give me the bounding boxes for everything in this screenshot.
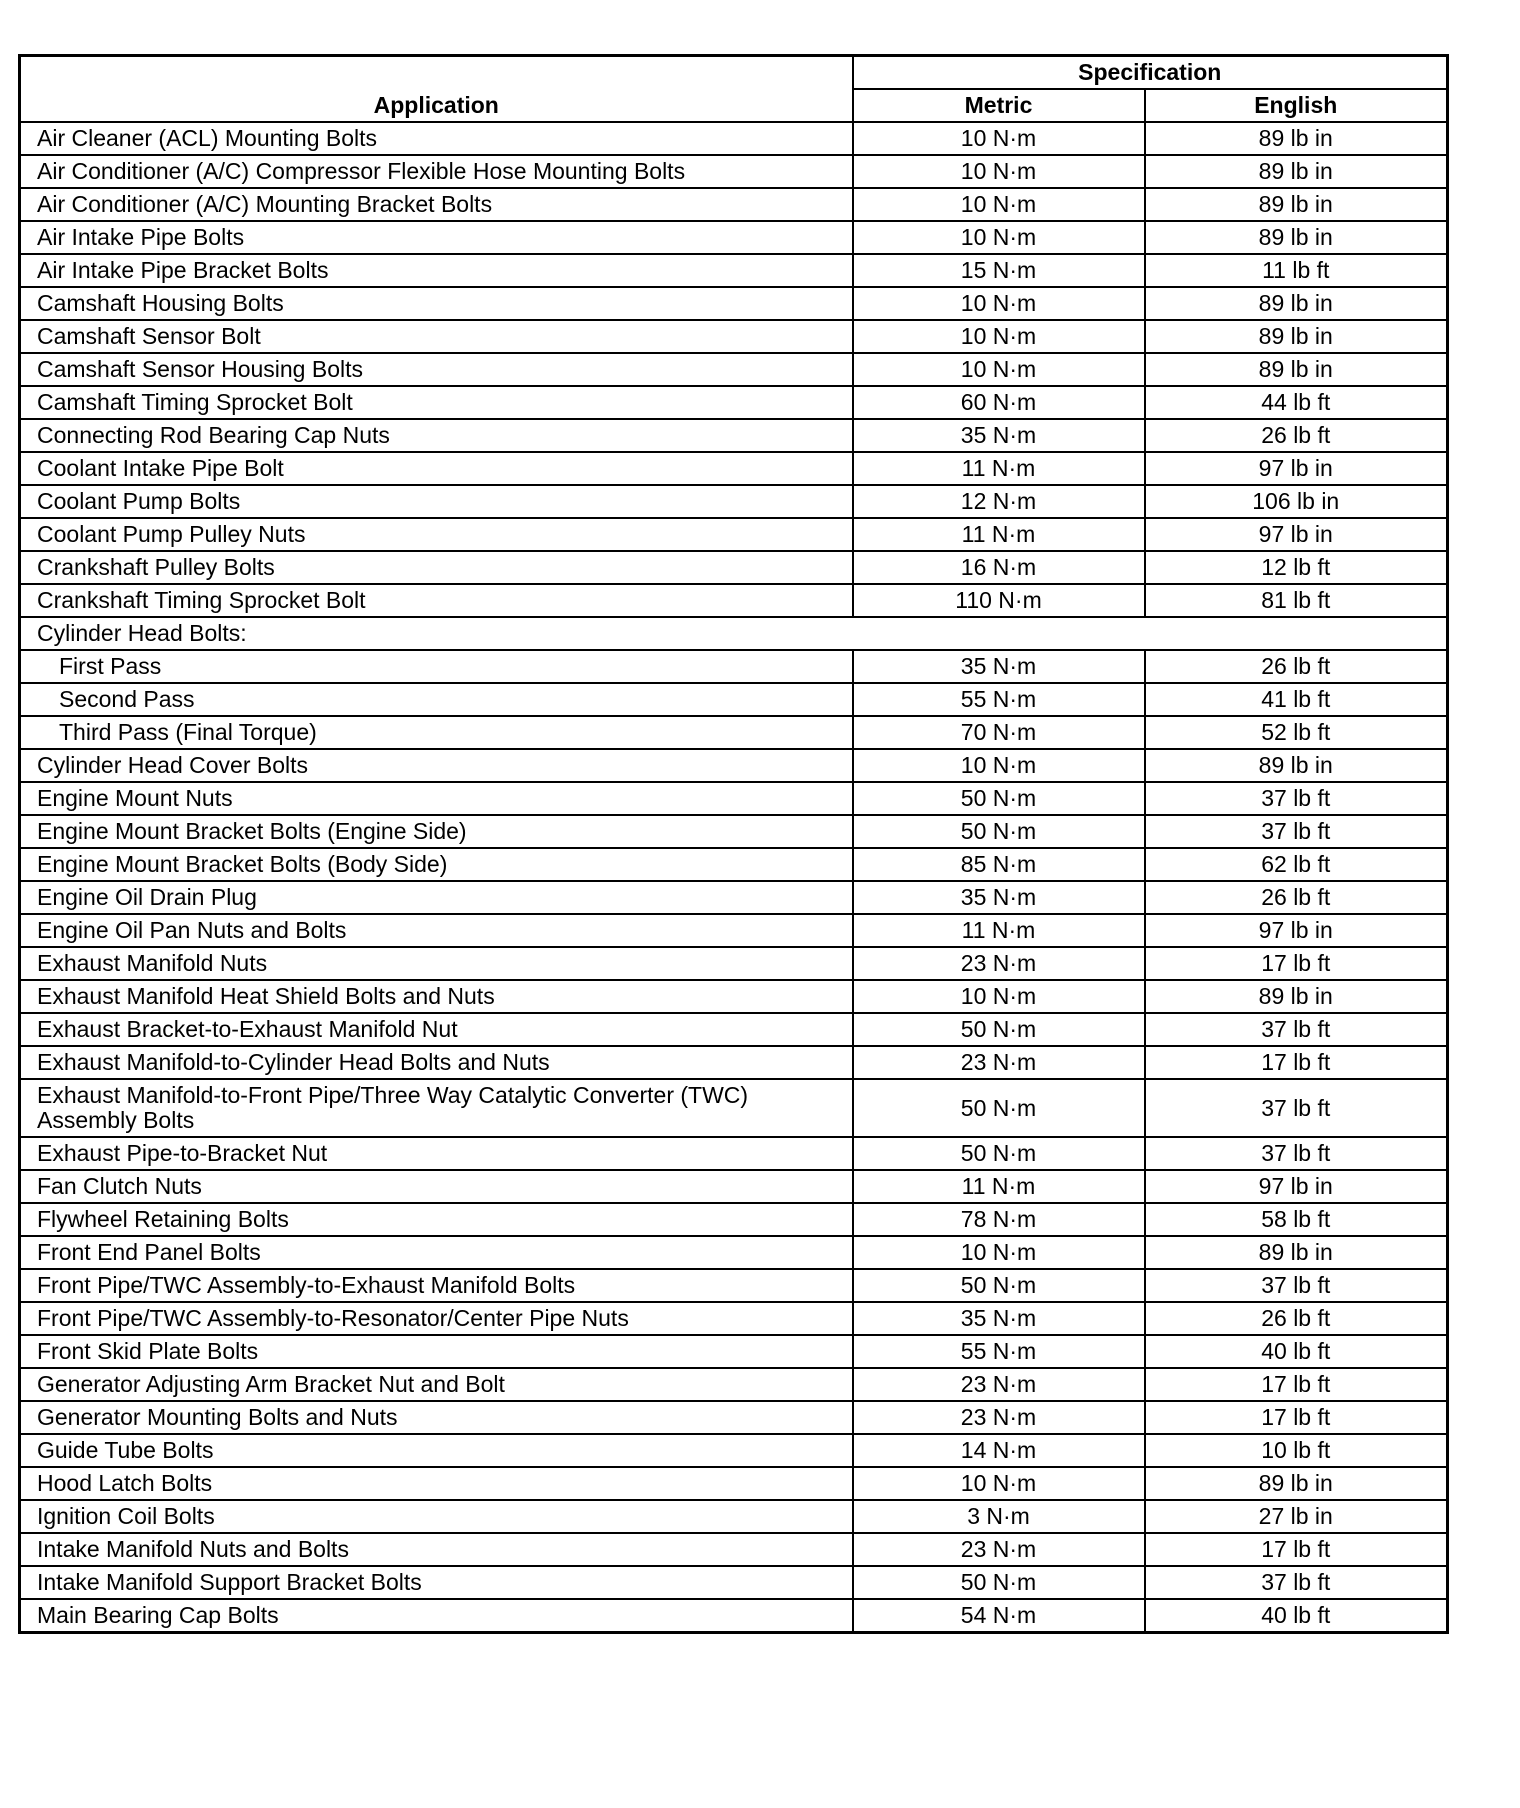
application-cell: Air Intake Pipe Bolts <box>20 221 853 254</box>
english-value-cell: 26 lb ft <box>1145 881 1448 914</box>
metric-value-cell: 50 N·m <box>853 1013 1145 1046</box>
table-row <box>20 1046 1448 1079</box>
application-cell: Camshaft Timing Sprocket Bolt <box>20 386 853 419</box>
english-value-cell: 26 lb ft <box>1145 650 1448 683</box>
english-value-cell: 81 lb ft <box>1145 584 1448 617</box>
table-row <box>20 551 1448 584</box>
table-row <box>20 1368 1448 1401</box>
application-cell: Exhaust Manifold-to-Front Pipe/Three Way Catalytic Converter (TWC) Assembly Bolts <box>20 1079 853 1137</box>
table-row <box>20 881 1448 914</box>
metric-value-cell: 11 N·m <box>853 518 1145 551</box>
english-value-cell: 37 lb ft <box>1145 1269 1448 1302</box>
english-value-cell: 17 lb ft <box>1145 1046 1448 1079</box>
metric-value-cell: 35 N·m <box>853 419 1145 452</box>
metric-value-cell: 23 N·m <box>853 947 1145 980</box>
table-row <box>20 1335 1448 1368</box>
english-value-cell: 89 lb in <box>1145 749 1448 782</box>
table-row <box>20 254 1448 287</box>
english-value-cell: 37 lb ft <box>1145 1566 1448 1599</box>
english-value-cell: 37 lb ft <box>1145 782 1448 815</box>
metric-value-cell: 23 N·m <box>853 1368 1145 1401</box>
table-row <box>20 1434 1448 1467</box>
application-cell: Air Intake Pipe Bracket Bolts <box>20 254 853 287</box>
application-cell: Air Conditioner (A/C) Compressor Flexible Hose Mounting Bolts <box>20 155 853 188</box>
table-row <box>20 452 1448 485</box>
torque-spec-table-container <box>18 54 1446 1634</box>
table-row <box>20 650 1448 683</box>
english-value-cell: 52 lb ft <box>1145 716 1448 749</box>
table-row <box>20 683 1448 716</box>
application-cell: Cylinder Head Cover Bolts <box>20 749 853 782</box>
application-cell: Engine Mount Bracket Bolts (Engine Side) <box>20 815 853 848</box>
table-row <box>20 386 1448 419</box>
application-cell: Ignition Coil Bolts <box>20 1500 853 1533</box>
table-row <box>20 1401 1448 1434</box>
application-cell: Coolant Pump Bolts <box>20 485 853 518</box>
table-row <box>20 815 1448 848</box>
application-cell: Exhaust Pipe-to-Bracket Nut <box>20 1137 853 1170</box>
application-cell: Fan Clutch Nuts <box>20 1170 853 1203</box>
english-value-cell: 11 lb ft <box>1145 254 1448 287</box>
metric-value-cell: 70 N·m <box>853 716 1145 749</box>
english-value-cell: 17 lb ft <box>1145 947 1448 980</box>
table-row <box>20 914 1448 947</box>
application-cell: Front End Panel Bolts <box>20 1236 853 1269</box>
english-value-cell: 89 lb in <box>1145 188 1448 221</box>
metric-value-cell: 10 N·m <box>853 221 1145 254</box>
application-cell: Exhaust Bracket-to-Exhaust Manifold Nut <box>20 1013 853 1046</box>
metric-value-cell: 10 N·m <box>853 353 1145 386</box>
table-row <box>20 1500 1448 1533</box>
group-heading-cell: Cylinder Head Bolts: <box>20 617 1448 650</box>
table-row <box>20 221 1448 254</box>
metric-column-header: Metric <box>853 89 1145 122</box>
table-row <box>20 1013 1448 1046</box>
application-cell: Engine Oil Pan Nuts and Bolts <box>20 914 853 947</box>
application-cell: Front Skid Plate Bolts <box>20 1335 853 1368</box>
table-row <box>20 353 1448 386</box>
application-cell: Air Conditioner (A/C) Mounting Bracket Bolts <box>20 188 853 221</box>
metric-value-cell: 11 N·m <box>853 1170 1145 1203</box>
english-value-cell: 97 lb in <box>1145 914 1448 947</box>
metric-value-cell: 60 N·m <box>853 386 1145 419</box>
application-cell: Intake Manifold Support Bracket Bolts <box>20 1566 853 1599</box>
metric-value-cell: 78 N·m <box>853 1203 1145 1236</box>
metric-value-cell: 50 N·m <box>853 1137 1145 1170</box>
english-value-cell: 89 lb in <box>1145 1236 1448 1269</box>
metric-value-cell: 10 N·m <box>853 1236 1145 1269</box>
application-cell: Coolant Pump Pulley Nuts <box>20 518 853 551</box>
table-row <box>20 716 1448 749</box>
metric-value-cell: 12 N·m <box>853 485 1145 518</box>
application-cell: Exhaust Manifold-to-Cylinder Head Bolts and Nuts <box>20 1046 853 1079</box>
english-value-cell: 97 lb in <box>1145 518 1448 551</box>
application-cell: Camshaft Housing Bolts <box>20 287 853 320</box>
english-value-cell: 89 lb in <box>1145 353 1448 386</box>
english-value-cell: 37 lb ft <box>1145 815 1448 848</box>
application-cell: Front Pipe/TWC Assembly-to-Exhaust Manifold Bolts <box>20 1269 853 1302</box>
english-value-cell: 26 lb ft <box>1145 419 1448 452</box>
metric-value-cell: 10 N·m <box>853 155 1145 188</box>
table-header <box>20 56 1448 123</box>
application-cell: Crankshaft Timing Sprocket Bolt <box>20 584 853 617</box>
metric-value-cell: 16 N·m <box>853 551 1145 584</box>
metric-value-cell: 50 N·m <box>853 815 1145 848</box>
table-row <box>20 584 1448 617</box>
metric-value-cell: 50 N·m <box>853 1079 1145 1137</box>
metric-value-cell: 11 N·m <box>853 914 1145 947</box>
application-column-header: Application <box>20 56 853 123</box>
application-cell: Exhaust Manifold Heat Shield Bolts and Nuts <box>20 980 853 1013</box>
english-value-cell: 27 lb in <box>1145 1500 1448 1533</box>
english-value-cell: 10 lb ft <box>1145 1434 1448 1467</box>
english-value-cell: 89 lb in <box>1145 287 1448 320</box>
metric-value-cell: 50 N·m <box>853 1566 1145 1599</box>
application-cell: Camshaft Sensor Bolt <box>20 320 853 353</box>
table-row <box>20 188 1448 221</box>
application-cell: Guide Tube Bolts <box>20 1434 853 1467</box>
table-row <box>20 848 1448 881</box>
english-value-cell: 89 lb in <box>1145 1467 1448 1500</box>
metric-value-cell: 35 N·m <box>853 650 1145 683</box>
metric-value-cell: 11 N·m <box>853 452 1145 485</box>
english-value-cell: 58 lb ft <box>1145 1203 1448 1236</box>
metric-value-cell: 15 N·m <box>853 254 1145 287</box>
table-row <box>20 1566 1448 1599</box>
metric-value-cell: 85 N·m <box>853 848 1145 881</box>
metric-value-cell: 55 N·m <box>853 1335 1145 1368</box>
english-value-cell: 44 lb ft <box>1145 386 1448 419</box>
metric-value-cell: 10 N·m <box>853 188 1145 221</box>
english-value-cell: 26 lb ft <box>1145 1302 1448 1335</box>
english-value-cell: 97 lb in <box>1145 452 1448 485</box>
english-value-cell: 89 lb in <box>1145 155 1448 188</box>
application-cell: Intake Manifold Nuts and Bolts <box>20 1533 853 1566</box>
application-cell: Camshaft Sensor Housing Bolts <box>20 353 853 386</box>
table-row <box>20 1302 1448 1335</box>
application-cell: Exhaust Manifold Nuts <box>20 947 853 980</box>
english-value-cell: 40 lb ft <box>1145 1599 1448 1633</box>
application-cell: Front Pipe/TWC Assembly-to-Resonator/Center Pipe Nuts <box>20 1302 853 1335</box>
english-value-cell: 97 lb in <box>1145 1170 1448 1203</box>
application-cell: Second Pass <box>20 683 853 716</box>
english-value-cell: 17 lb ft <box>1145 1368 1448 1401</box>
english-value-cell: 89 lb in <box>1145 980 1448 1013</box>
metric-value-cell: 23 N·m <box>853 1046 1145 1079</box>
table-row <box>20 1137 1448 1170</box>
metric-value-cell: 14 N·m <box>853 1434 1145 1467</box>
application-cell: Crankshaft Pulley Bolts <box>20 551 853 584</box>
table-row <box>20 782 1448 815</box>
metric-value-cell: 35 N·m <box>853 881 1145 914</box>
application-cell: Air Cleaner (ACL) Mounting Bolts <box>20 122 853 155</box>
table-row <box>20 1203 1448 1236</box>
application-cell: Connecting Rod Bearing Cap Nuts <box>20 419 853 452</box>
table-row <box>20 1599 1448 1633</box>
table-body <box>20 122 1448 1633</box>
english-value-cell: 62 lb ft <box>1145 848 1448 881</box>
metric-value-cell: 110 N·m <box>853 584 1145 617</box>
table-row <box>20 1079 1448 1137</box>
metric-value-cell: 23 N·m <box>853 1533 1145 1566</box>
application-cell: Coolant Intake Pipe Bolt <box>20 452 853 485</box>
application-cell: Third Pass (Final Torque) <box>20 716 853 749</box>
table-row <box>20 320 1448 353</box>
english-value-cell: 89 lb in <box>1145 221 1448 254</box>
table-row <box>20 947 1448 980</box>
english-column-header: English <box>1145 89 1448 122</box>
table-row <box>20 980 1448 1013</box>
metric-value-cell: 10 N·m <box>853 287 1145 320</box>
english-value-cell: 17 lb ft <box>1145 1401 1448 1434</box>
application-cell: Main Bearing Cap Bolts <box>20 1599 853 1633</box>
metric-value-cell: 55 N·m <box>853 683 1145 716</box>
metric-value-cell: 35 N·m <box>853 1302 1145 1335</box>
metric-value-cell: 3 N·m <box>853 1500 1145 1533</box>
table-row <box>20 1269 1448 1302</box>
specification-column-header: Specification <box>853 56 1448 90</box>
metric-value-cell: 10 N·m <box>853 1467 1145 1500</box>
metric-value-cell: 23 N·m <box>853 1401 1145 1434</box>
metric-value-cell: 10 N·m <box>853 980 1145 1013</box>
metric-value-cell: 50 N·m <box>853 782 1145 815</box>
application-cell: Engine Oil Drain Plug <box>20 881 853 914</box>
table-row <box>20 1533 1448 1566</box>
application-cell: Generator Adjusting Arm Bracket Nut and Bolt <box>20 1368 853 1401</box>
table-row <box>20 1467 1448 1500</box>
english-value-cell: 106 lb in <box>1145 485 1448 518</box>
table-row <box>20 155 1448 188</box>
english-value-cell: 12 lb ft <box>1145 551 1448 584</box>
table-row <box>20 485 1448 518</box>
table-group-row <box>20 617 1448 650</box>
english-value-cell: 41 lb ft <box>1145 683 1448 716</box>
metric-value-cell: 54 N·m <box>853 1599 1145 1633</box>
english-value-cell: 37 lb ft <box>1145 1137 1448 1170</box>
application-cell: First Pass <box>20 650 853 683</box>
english-value-cell: 89 lb in <box>1145 122 1448 155</box>
metric-value-cell: 10 N·m <box>853 320 1145 353</box>
table-row <box>20 518 1448 551</box>
metric-value-cell: 10 N·m <box>853 749 1145 782</box>
english-value-cell: 37 lb ft <box>1145 1013 1448 1046</box>
torque-specification-table <box>18 54 1449 1634</box>
application-cell: Flywheel Retaining Bolts <box>20 1203 853 1236</box>
english-value-cell: 89 lb in <box>1145 320 1448 353</box>
table-row <box>20 419 1448 452</box>
metric-value-cell: 50 N·m <box>853 1269 1145 1302</box>
english-value-cell: 40 lb ft <box>1145 1335 1448 1368</box>
application-cell: Engine Mount Nuts <box>20 782 853 815</box>
table-row <box>20 1170 1448 1203</box>
application-cell: Hood Latch Bolts <box>20 1467 853 1500</box>
table-row <box>20 749 1448 782</box>
english-value-cell: 17 lb ft <box>1145 1533 1448 1566</box>
metric-value-cell: 10 N·m <box>853 122 1145 155</box>
table-row <box>20 1236 1448 1269</box>
table-row <box>20 287 1448 320</box>
application-cell: Generator Mounting Bolts and Nuts <box>20 1401 853 1434</box>
english-value-cell: 37 lb ft <box>1145 1079 1448 1137</box>
table-row <box>20 122 1448 155</box>
application-cell: Engine Mount Bracket Bolts (Body Side) <box>20 848 853 881</box>
